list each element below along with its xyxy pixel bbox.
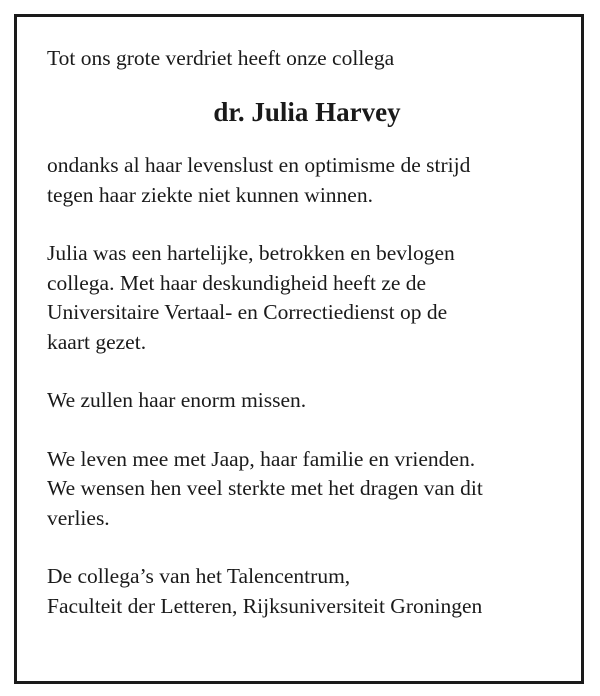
signature-line: De collega’s van het Talencentrum, bbox=[47, 564, 351, 588]
paragraph-tribute bbox=[47, 239, 567, 357]
paragraph-line: tegen haar ziekte niet kunnen winnen. bbox=[47, 182, 373, 207]
paragraph-line: kaart gezet. bbox=[47, 329, 147, 354]
paragraph-line: Julia was een hartelijke, betrokken en bevlogen bbox=[47, 241, 455, 265]
paragraph-line: collega. Met haar deskundigheid heeft ze de bbox=[47, 270, 427, 295]
intro-text: Tot ons grote verdriet heeft onze collega bbox=[47, 46, 395, 70]
paragraph-struggle bbox=[47, 151, 567, 210]
deceased-name: dr. Julia Harvey bbox=[213, 97, 401, 127]
paragraph-line: We wensen hen veel sterkte met het dragen van dit bbox=[47, 476, 483, 500]
paragraph-line: We leven mee met Jaap, haar familie en vrienden. bbox=[47, 446, 476, 471]
paragraph-missed bbox=[47, 386, 567, 416]
paragraph-line: Universitaire Vertaal- en Correctiedienst op de bbox=[47, 300, 448, 324]
paragraph-line: ondanks al haar levenslust en optimisme de strijd bbox=[47, 153, 471, 177]
paragraph-condolence bbox=[47, 445, 567, 534]
signature-block bbox=[47, 562, 567, 621]
signature-line: Faculteit der Letteren, Rijksuniversiteit Groningen bbox=[47, 593, 483, 618]
obituary-notice bbox=[14, 14, 584, 684]
paragraph-line: We zullen haar enorm missen. bbox=[47, 388, 307, 412]
notice-content bbox=[47, 45, 567, 621]
paragraph-line: verlies. bbox=[47, 505, 110, 530]
